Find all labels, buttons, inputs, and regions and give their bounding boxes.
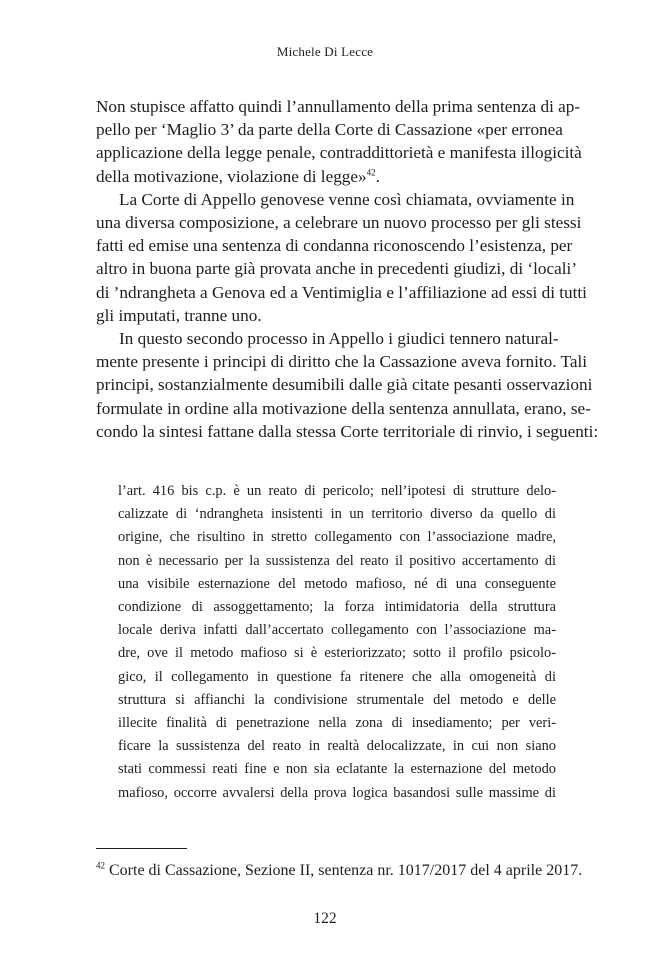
text-line: principi, sostanzialmente desumibili dalle già citate pesanti osservazioni [96,375,593,395]
footnote-ref-42[interactable]: 42 [366,166,376,177]
text-line: fatti ed emise una sentenza di condanna riconoscendo l’esistenza, per [96,236,573,256]
quote-line: origine, che risultino in stretto collegamento con l’associazione madre, [118,529,556,546]
paragraph-3 [96,327,599,443]
text-line: La Corte di Appello genovese venne così chiamata, ovviamente in [119,189,575,209]
text-fragment: . [375,166,380,186]
quote-line: illecite finalità di penetrazione nella zona di insediamento; per veri- [118,715,556,732]
footnote-number: 42 [96,860,105,871]
quote-line: condizione di assoggettamento; la forza intimidatoria della struttura [118,599,556,616]
block-quote [118,480,556,805]
paragraph-1 [96,95,582,188]
footnote-text: Corte di Cassazione, Sezione II, sentenza nr. 1017/2017 del 4 aprile 2017. [109,862,583,879]
quote-line: non è necessario per la sussistenza del reato il positivo accertamento di [118,552,556,569]
text-line: Non stupisce affatto quindi l’annullamento della prima sentenza di ap- [96,97,581,116]
quote-line: stati commessi reati fine e non sia eclatante la esternazione del metodo [118,761,556,778]
text-line: una diversa composizione, a celebrare un nuovo processo per gli stessi [96,213,582,233]
running-head: Michele Di Lecce [276,44,374,59]
text-line: pello per ‘Maglio 3’ da parte della Corte di Cassazione «per erronea [96,120,563,140]
text-line: di ’ndrangheta a Genova ed a Ventimiglia e l’affiliazione ad essi di tutti [96,282,587,302]
text-line: formulate in ordine alla motivazione della sentenza annullata, erano, se- [96,398,591,418]
text-fragment: della motivazione, violazione di legge» [96,166,367,186]
quote-line: dre, ove il metodo mafioso si è esteriorizzato; sotto il profilo psicolo- [118,645,556,662]
page-number: 122 [313,910,337,927]
quote-line: ficare la sussistenza del reato in realtà delocalizzate, in cui non siano [118,738,556,755]
text-line: condo la sintesi fattane dalla stessa Corte territoriale di rinvio, i seguenti: [96,421,599,441]
main-text [96,95,599,443]
quote-line: struttura si affianchi la condivisione strumentale del metodo e delle [118,691,556,708]
quote-line: una visibile esternazione del metodo mafioso, né di una conseguente [118,575,556,592]
text-line: altro in buona parte già provata anche in precedenti giudizi, di ‘locali’ [96,259,578,279]
quote-line: calizzate di ‘ndrangheta insistenti in un territorio diverso da quello di [118,506,556,523]
footnote-divider [96,848,187,849]
text-line [96,165,554,188]
text-line: In questo secondo processo in Appello i giudici tennero natural- [119,329,559,349]
quote-line: mafioso, occorre avvalersi della prova logica basandosi sulle massime di [118,784,556,801]
text-line: mente presente i principi di diritto che la Cassazione aveva fornito. Tali [96,352,588,372]
quote-line: locale deriva infatti dall’accertato collegamento con l’associazione ma- [118,622,556,639]
paragraph-2 [96,188,587,327]
footnote-42 [96,860,583,882]
quote-line: l’art. 416 bis c.p. è un reato di pericolo; nell’ipotesi di strutture delo- [118,483,556,499]
text-line: gli imputati, tranne uno. [96,305,262,325]
quote-line: gico, il collegamento in questione fa ritenere che alla omogeneità di [118,668,556,685]
text-line: applicazione della legge penale, contraddittorietà e manifesta illogicità [96,143,582,163]
